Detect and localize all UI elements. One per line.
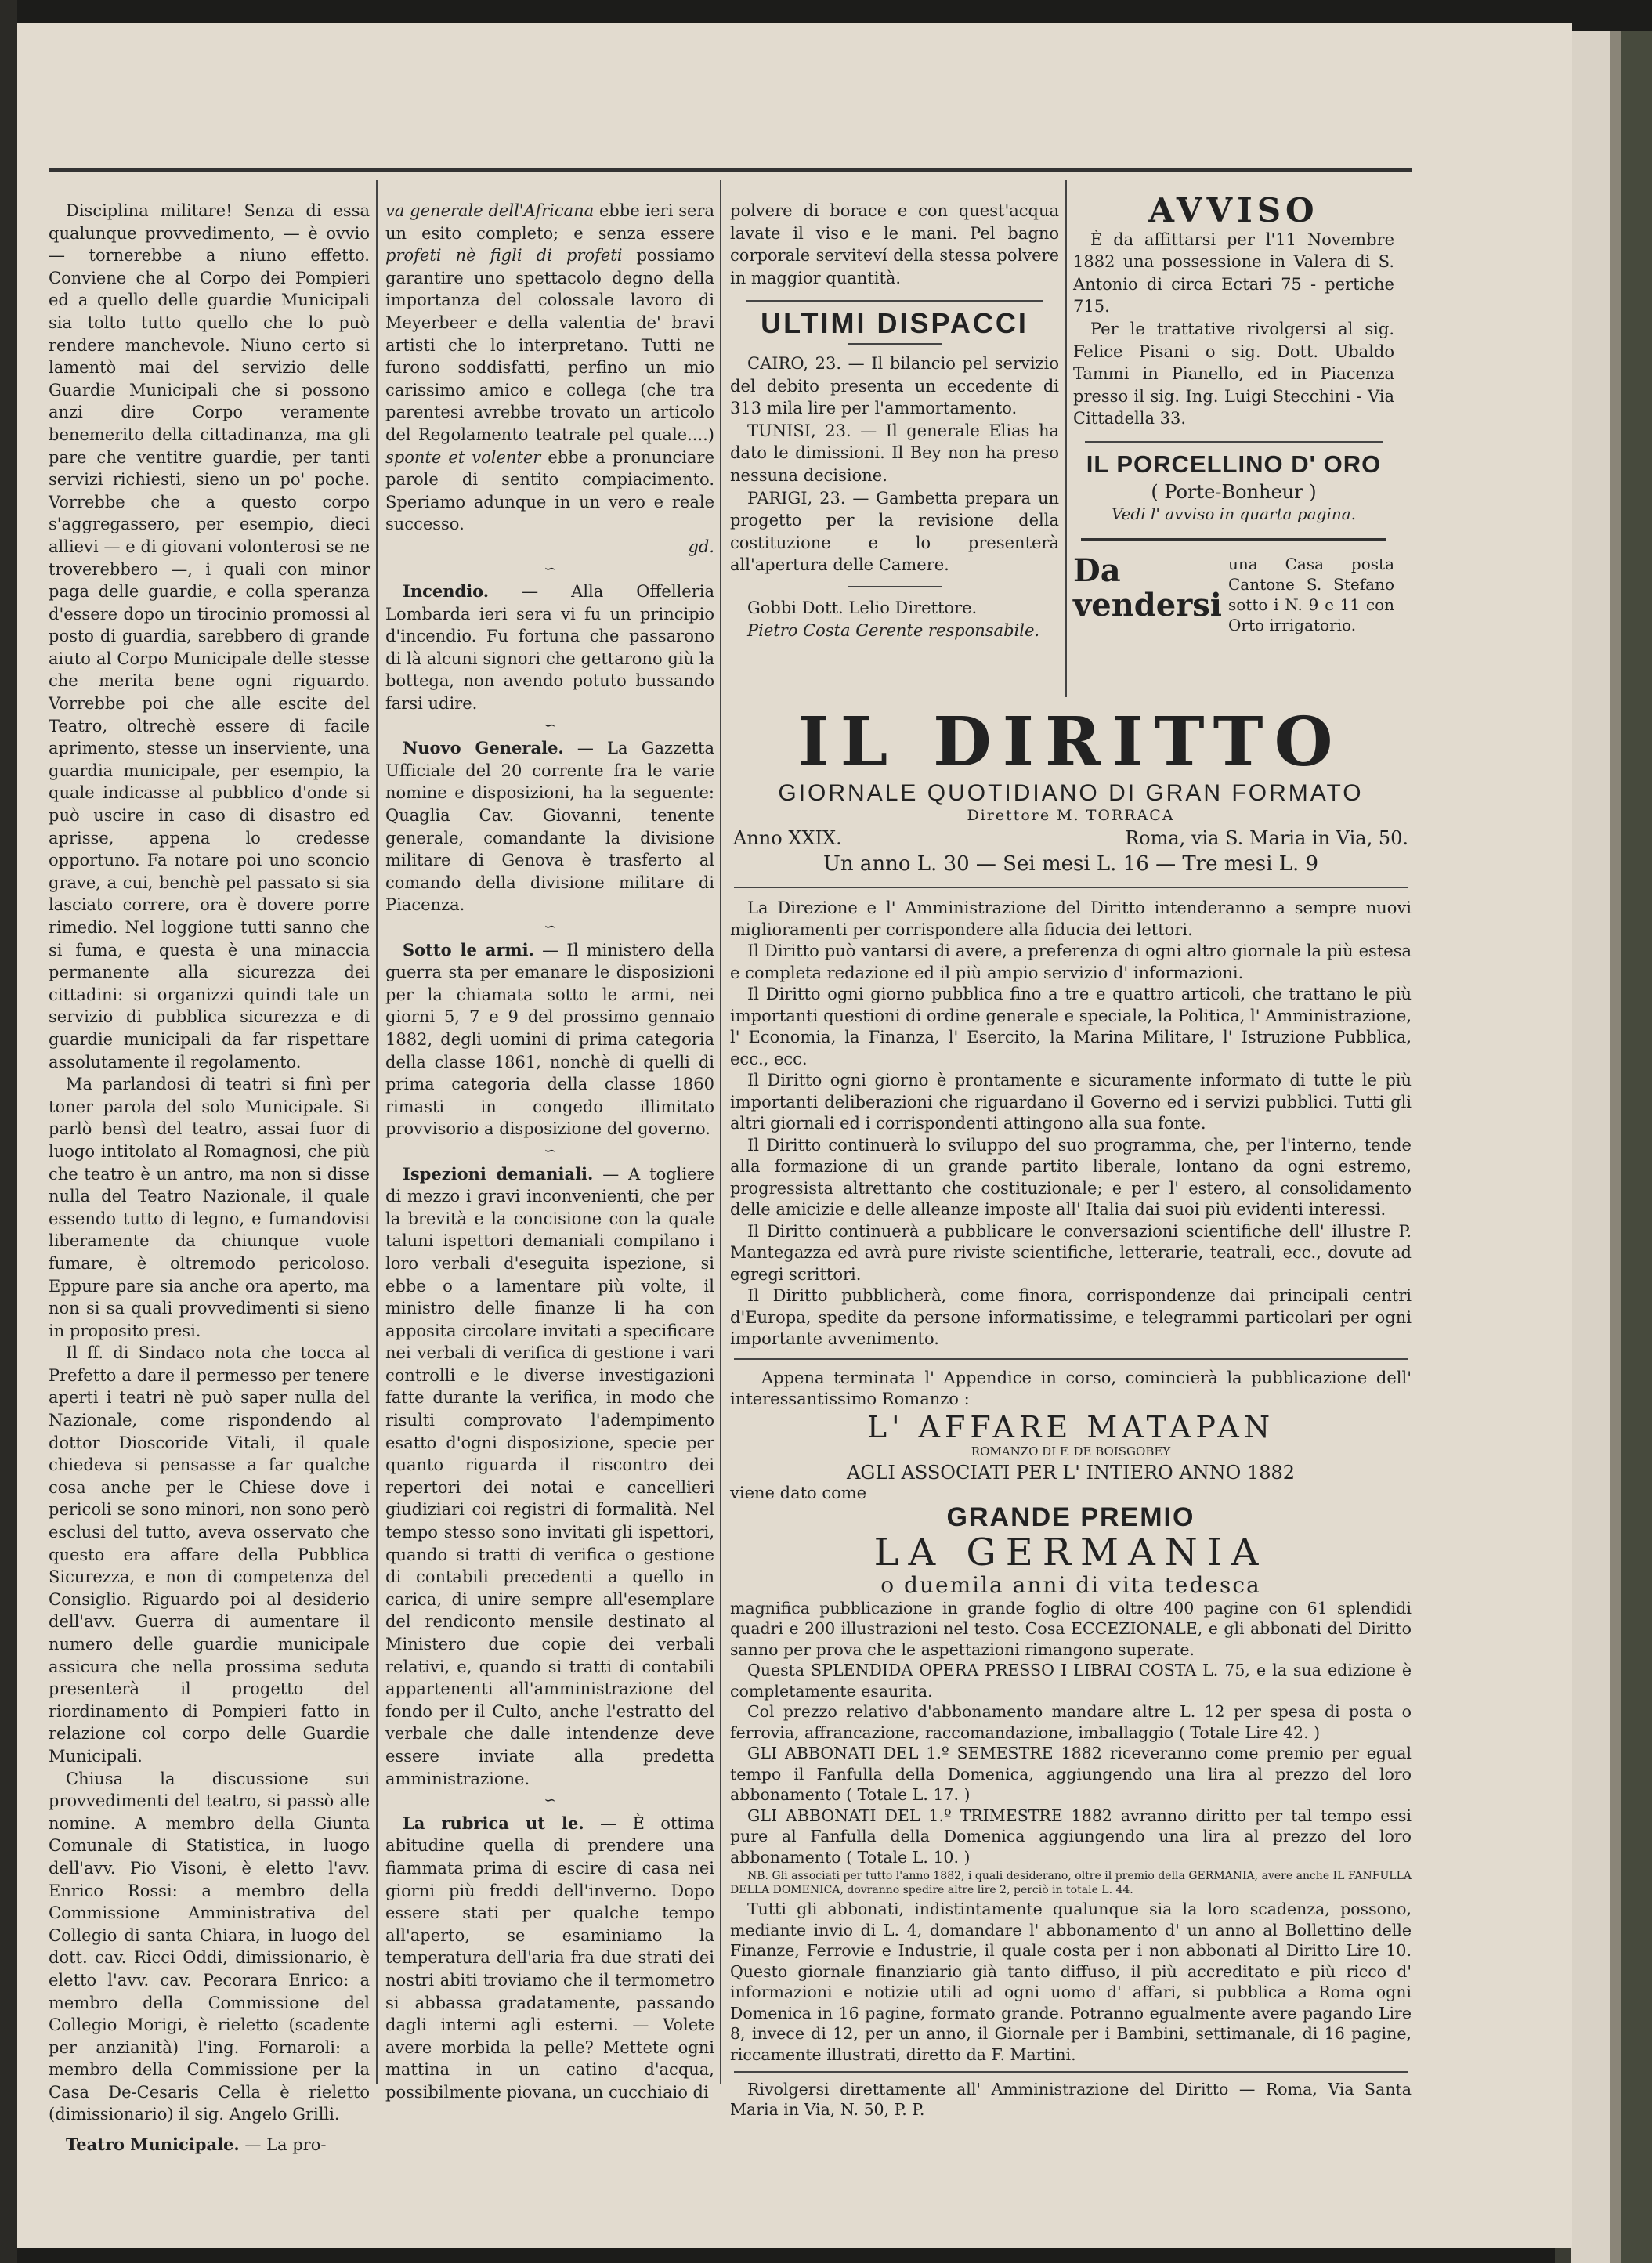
porcellino-note: Vedi l' avviso in quarta pagina.: [1111, 504, 1357, 524]
news-text: — La Gazzetta Ufficiale del 20 corrente fra le varie nomine e disposizioni, ha la seguente: Quaglia Cav. Giovanni, tenente generale, comandante la divisione militare di Genova è trasferto al comando della divisione militare di Piacenza.: [385, 739, 714, 915]
col1-paragraph: Chiusa la discussione sui provvedimenti del teatro, si passò alle nomine. A membro della Giunta Comunale di Statistica, in luogo dell'avv. Pio Visoni, è eletto l'avv. Enrico Rossi: a membro della Commissione Amministrativa del Collegio di santa Chiara, in luogo del dott. cav. Ricci Oddi, dimissionario, è eletto l'avv. cav. Pecorara Enrico: a membro della Commissione del Collegio Morigi, è rieletto (scadente per anzianità) l'ing. Fornaroli: a membro della Commissione per la Casa De-Cesaris Cella è rieletto (dimissionario) il sig. Angelo Grilli.: [49, 1769, 370, 2124]
section-rule-thick: [1081, 538, 1386, 541]
diritto-paragraph: La Direzione e l' Amministrazione del Diritto intenderanno a sempre nuovi miglioramenti per corrispondere alla fiducia dei lettori.: [730, 898, 1412, 939]
binding-cover: [1621, 31, 1652, 2263]
vendersi-title: Da vendersi: [1073, 551, 1222, 624]
diritto-masthead-line: [730, 824, 1412, 849]
diritto-paragraph: Il Diritto può vantarsi di avere, a preferenza di ogni altro giornale la più estesa e completa redazione ed il più ampio servizio d' informazioni.: [730, 942, 1412, 982]
news-text: — A togliere di mezzo i gravi inconvenienti, che per la brevità e la concisione con la quale taluni ispettori demaniali compilano i loro verbali d'eseguita ispezione, si ebbe o a lamentare più volte, il ministro delle finanze li ha con apposita circolare invitati a specificare nei verbali di verifica di gestione i vari controlli e le diverse investigazioni fatte durante la verifica, in modo che risulti comprovato l'adempimento esatto d'ogni disposizione, specie per quanto riguarda il riscontro dei repertori dei notai e cancellieri giudiziari coi registri di formalità. Nel tempo stesso sono invitati gli ispettori, quando si tratti di verifica o gestione di contabili precedenti a quello in carica, di unire sempre all'esemplare del rendiconto mensile destinato al Ministero due copie dei verbali relativi, e, quando si tratti di contabili appartenenti all'amministrazione del fondo per il Culto, anche l'estratto del verbale che dalle intendenze deve essere inviate alla predetta amministrazione.: [385, 1164, 714, 1788]
col1-paragraph: Il ff. di Sindaco nota che tocca al Prefetto a dare il permesso per tenere aperti i teatri nè può saper nulla del Nazionale, come rispondendo al dottor Dioscoride Vitali, il quale chiedeva si pensasse a far qualche cosa anche per le Chiese dove i pericoli se sono minori, non sono però esclusi del tutto, aveva osservato che questo era affare della Pubblica Sicurezza, e non di competenza del Consiglio. Riguardo poi al desiderio dell'avv. Guerra di aumentare il numero delle guardie municipale assicura che nella prossima seduta presenterà il progetto del riordinamento di Pompieri fatto in relazione col corpo delle Guardie Municipali.: [49, 1343, 370, 1766]
section-rule: [746, 300, 1043, 302]
column-4: [1073, 191, 1394, 635]
ornament: ∽: [544, 717, 556, 734]
credit-gerente: Pietro Costa Gerente responsabile.: [747, 620, 1040, 640]
diritto-title: IL DIRITTO: [797, 703, 1344, 782]
premio-paragraph: GLI ABBONATI DEL 1.º SEMESTRE 1882 riceveranno come premio per egual tempo il Fanfulla della Domenica, aggiungendo una lira al prezzo del loro abbonamento ( Totale L. 17. ): [730, 1744, 1412, 1804]
column-3: [730, 200, 1059, 642]
germania-subtitle: o duemila anni di vita tedesca: [880, 1571, 1261, 1598]
rivolgersi-line: Rivolgersi direttamente all' Amministrazione del Diritto — Roma, Via Santa Maria in Via, N. 50, P. P.: [730, 2080, 1412, 2119]
viene-line: viene dato come: [730, 1483, 867, 1502]
section-rule: [734, 2071, 1408, 2073]
romanzo-title: L' AFFARE MATAPAN: [866, 1409, 1275, 1444]
col1-paragraph: Disciplina militare! Senza di essa qualunque provvedimento, — è ovvio — tornerebbe a niuno effetto. Conviene che al Corpo dei Pompieri ed a quello delle guardie Municipali sia tolto tutto quello che lo può rendere manchevole. Niuno certo si lamentò mai del servizio delle Guardie Municipali che si possono anzi dire Corpo veramente benemerito della cittadinanza, ma gli pare che ventitre guardie, per tanti servizi richiesti, sieno un po' poche. Vorrebbe che a questo corpo s'aggregassero, per esempio, dieci allievi — e di giovani volonterosi se ne troverebbero —, i quali con minor paga delle guardie, e colla speranza d'essere dopo un tirocinio promossi al posto di guardia, sarebbero di grande aiuto al Corpo Municipale delle stesse che merita bene ogni riguardo. Vorrebbe poi che alle escite del Teatro, oltrechè essere di facile aprimento, stesse un inserviente, una guardia municipale, per esempio, la quale indicasse al pubblico d'onde si può uscire in caso di disastro ed aprisse, appena lo credesse opportuno. Fa notare poi uno sconcio grave, a cui, benchè pel passato si sia lasciato correre, ora è dovere porre rimedio. Nel loggione tutti sanno che si fuma, e questa è una minaccia permanente alla sicurezza dei cittadini: si organizzi quindi tale un servizio di pubblica sicurezza e di guardie municipali da far rispettare assolutamente il regolamento.: [49, 201, 370, 1072]
news-item: [385, 737, 714, 916]
germania-title: LA GERMANIA: [873, 1530, 1268, 1574]
short-rule: [848, 343, 942, 345]
ornament: ∽: [544, 560, 556, 577]
premio-desc: [730, 1598, 1412, 2066]
diritto-anno: Anno XXIX.: [733, 827, 842, 849]
diritto-paragraph: Il Diritto pubblicherà, come finora, corrispondenze dai principali centri d'Europa, spedite da persone informatissime, e telegrammi particolari per ogni importante avvenimento.: [730, 1286, 1412, 1348]
section-rule: [1085, 441, 1383, 443]
column-2: [385, 200, 714, 2103]
credit-director: Gobbi Dott. Lelio Direttore.: [747, 598, 978, 617]
binding-strip: [1610, 31, 1621, 2263]
diritto-address: Roma, via S. Maria in Via, 50.: [1125, 827, 1408, 849]
diritto-paragraph: Il Diritto ogni giorno è prontamente e sicuramente informato di tutte le più importanti deliberazioni che riguardano il Governo ed i servizi pubblici. Tutti gli altri giornali ed i corrispondenti attingono alla sua fonte.: [730, 1071, 1412, 1133]
column-divider-1: [376, 180, 378, 2084]
news-heading: Sotto le armi.: [403, 939, 534, 960]
section-rule: [734, 887, 1408, 888]
diritto-paragraph: Il Diritto ogni giorno pubblica fino a tre e quattro articoli, che trattano le più importanti questioni di ordine generale e speciale, la Politica, l' Amministrazione, l' Economia, la Finanza, l' Esercito, la Marina Militare, l' Istruzione Pubblica, ecc., ecc.: [730, 985, 1412, 1068]
diritto-prices: Un anno L. 30 — Sei mesi L. 16 — Tre mesi L. 9: [822, 852, 1319, 876]
text-fragment: ebbe a pronunciare parole di sentito compiacimento. Speriamo adunque in un vero e reale successo.: [385, 447, 715, 534]
borace-text: polvere di borace e con quest'acqua lavate il viso e le mani. Pel bagno corporale serviteví della stessa polvere in maggior quantità.: [730, 201, 1059, 287]
news-heading: Nuovo Generale.: [403, 738, 564, 758]
news-heading: La rubrica ut le.: [403, 1813, 584, 1833]
binding-cloth: [1571, 31, 1610, 2263]
premio-paragraph: Tutti gli abbonati, indistintamente qualunque sia la loro scadenza, possono, mediante invio di L. 4, domandare l' abbonamento d' un anno al Bollettino delle Finanze, Ferrovie e Industrie, il quale costa per i non abbonati al Diritto Lire 10. Questo giornale finanziario già tanto diffuso, il più accreditato e più ricco d' informazioni e notizie utili ad ogni uomo d' affari, si pubblica a Roma ogni Domenica in 16 pagine, formato grande. Potranno egualmente avere pagando Lire 8, invece di 12, per un anno, il Giornale per i Bambini, settimanale, di 16 pagine, riccamente illustrati, diretto da F. Martini.: [730, 1900, 1412, 2064]
text-fragment: possiamo garantire uno spettacolo degno della importanza del colossale lavoro di Meyerbeer e della valentia de' bravi artisti che lo interpretano. Tutti ne furono soddisfatti, perfino un mio carissimo amico e collega (che tra parentesi avrebbe trovato un articolo del Regolamento teatrale pel quale....): [385, 246, 715, 444]
diritto-subtitle: GIORNALE QUOTIDIANO DI GRAN FORMATO: [778, 780, 1364, 806]
diritto-body: [730, 898, 1412, 1350]
page-left-edge: [0, 0, 17, 2263]
diritto-ad: [730, 705, 1412, 2120]
diritto-director: Direttore M. TORRACA: [967, 807, 1175, 824]
avviso-contacts: Per le trattative rivolgersi al sig. Felice Pisani o sig. Dott. Ubaldo Tammi in Pianello, ed in Piacenza presso il sig. Ing. Luigi Stecchini - Via Cittadella 33.: [1073, 319, 1394, 428]
news-text: — Alla Offelleria Lombarda ieri sera vi fu un principio d'incendio. Fu fortuna che passarono di là alcuni signori che gettarono giù la bottega, non avendo potuto bussando farsi udire.: [385, 582, 714, 714]
avviso-title: AVVISO: [1148, 191, 1319, 230]
short-rule: [848, 586, 942, 587]
appendice-text: Appena terminata l' Appendice in corso, comincierà la pubblicazione dell' interessantissimo Romanzo :: [730, 1368, 1412, 1408]
column-1: [49, 200, 370, 2156]
signature: gd.: [688, 537, 714, 556]
col1-teatro: [49, 2134, 370, 2156]
vendersi-ad: [1073, 551, 1394, 635]
premio-paragraph: GLI ABBONATI DEL 1.º TRIMESTRE 1882 avranno diritto per tal tempo essi pure al Fanfulla della Domenica aggiungendo una lira al prezzo del loro abbonamento ( Totale L. 10. ): [730, 1806, 1412, 1867]
italic-fragment: va generale dell'Africana: [385, 201, 595, 220]
ornament: ∽: [544, 919, 556, 935]
romanzo-author: ROMANZO DI F. DE BOISGOBEY: [971, 1444, 1171, 1459]
dispatch: PARIGI, 23. — Gambetta prepara un progetto per la revisione della costituzione e lo presenterà all'apertura delle Camere.: [730, 488, 1059, 575]
italic-fragment: profeti nè figli di profeti: [385, 246, 623, 266]
avviso-text: È da affittarsi per l'11 Novembre 1882 una possessione in Valera di S. Antonio di circa Ectari 75 - pertiche 715.: [1073, 230, 1394, 316]
teatro-text: — La pro-: [244, 2135, 327, 2155]
dispatch: TUNISI, 23. — Il generale Elias ha dato le dimissioni. Il Bey non ha preso nessuna decisione.: [730, 421, 1059, 485]
news-item: [385, 1813, 714, 2104]
premio-paragraph: magnifica pubblicazione in grande foglio di oltre 400 pagine con 61 splendidi quadri e 200 illustrazioni nel testo. Cosa ECCEZIONALE, e gli abbonati del Diritto sanno per prova che le aspettazioni rimangono superate.: [730, 1598, 1412, 1659]
italic-fragment: sponte et volenter: [385, 447, 541, 467]
dispatch: CAIRO, 23. — Il bilancio pel servizio del debito presenta un eccedente di 313 mila lire per l'ammortamento.: [730, 353, 1059, 418]
africana-review: [385, 200, 714, 536]
news-item: [385, 580, 714, 715]
news-item: [385, 939, 714, 1141]
news-item: [385, 1163, 714, 1791]
section-rule: [734, 1358, 1408, 1360]
news-heading: Incendio.: [403, 581, 490, 602]
column-divider-3: [1065, 180, 1067, 697]
porcellino-sub: ( Porte-Bonheur ): [1151, 480, 1317, 503]
premio-paragraph: Questa SPLENDIDA OPERA PRESSO I LIBRAI COSTA L. 75, e la sua edizione è completamente esaurita.: [730, 1661, 1412, 1701]
diritto-paragraph: Il Diritto continuerà lo sviluppo del suo programma, che, per l'interno, tende alla formazione di un grande partito liberale, lontano da ogni estremo, progressista altrettanto che costituzionale; e per l' estero, al consolidamento delle amicizie e delle alleanze imposte all' Italia dai suoi più evidenti interessi.: [730, 1135, 1412, 1219]
vendersi-text: una Casa posta Cantone S. Stefano sotto i N. 9 e 11 con Orto irrigatorio.: [1227, 554, 1394, 634]
associati-line: AGLI ASSOCIATI PER L' INTIERO ANNO 1882: [846, 1461, 1296, 1484]
column-divider-2: [720, 180, 721, 2084]
nb-note: NB. Gli associati per tutto l'anno 1882, i quali desiderano, oltre il premio della GERMANIA, avere anche IL FANFULLA DELLA DOMENICA, dovranno spedire altre lire 2, perciò in totale L. 44.: [730, 1870, 1412, 1896]
newspaper-page: [17, 23, 1572, 2248]
col1-paragraph: Ma parlandosi di teatri si finì per toner parola del solo Municipale. Si parlò bensì del teatro, assai fuor di luogo intitolato al Romagnosi, che più che teatro è un antro, ma non si disse nulla del Teatro Nazionale, il quale essendo tutto di legno, e fumandovisi liberamente da chiunque vuole fumare, è oltremodo pericoloso. Eppure pare sia anche ora aperto, ma non si sa quali provvedimenti si sieno in proposito presi.: [49, 1075, 370, 1340]
text-fragment: ebbe ieri sera un esito completo; e senza essere: [385, 201, 714, 243]
news-text: — È ottima abitudine quella di prendere una fiammata prima di escire di casa nei giorni più freddi dell'inverno. Dopo essere stati per qualche tempo all'aperto, se esaminiamo la temperatura dell'aria fra due strati dei nostri abiti troviamo che il termometro si abbassa gradatamente, passando dagli interni agli esterni. — Volete avere morbida la pelle? Mettete ogni mattina in un catino d'acqua, possibilmente piovana, un cucchiaio di: [385, 1813, 715, 2102]
news-heading: Ispezioni demaniali.: [403, 1163, 594, 1184]
teatro-heading: Teatro Municipale.: [66, 2135, 240, 2155]
ornament: ∽: [544, 1142, 556, 1159]
ornament: ∽: [544, 1792, 556, 1809]
porcellino-title: IL PORCELLINO D' ORO: [1086, 450, 1382, 478]
premio-title: GRANDE PREMIO: [946, 1502, 1195, 1532]
top-rule: [49, 168, 1412, 172]
premio-paragraph: Col prezzo relativo d'abbonamento mandare altre L. 12 per spesa di posta o ferrovia, affrancazione, raccomandazione, imballaggio ( Totale Lire 42. ): [730, 1702, 1412, 1742]
diritto-paragraph: Il Diritto continuerà a pubblicare le conversazioni scientifiche dell' illustre P. Mantegazza ed avrà pure riviste scientifiche, letterarie, teatrali, ecc., dovute ad egregi scrittori.: [730, 1221, 1412, 1284]
dispatches-title: ULTIMI DISPACCI: [761, 307, 1028, 340]
news-text: — Il ministero della guerra sta per emanare le disposizioni per la chiamata sotto le armi, nei giorni 5, 7 e 9 del prossimo gennaio 1882, degli uomini di prima categoria della classe 1861, nonchè di quelli di prima categoria della classe 1860 rimasti in congedo illimitato provvisorio a disposizione del governo.: [385, 940, 714, 1139]
